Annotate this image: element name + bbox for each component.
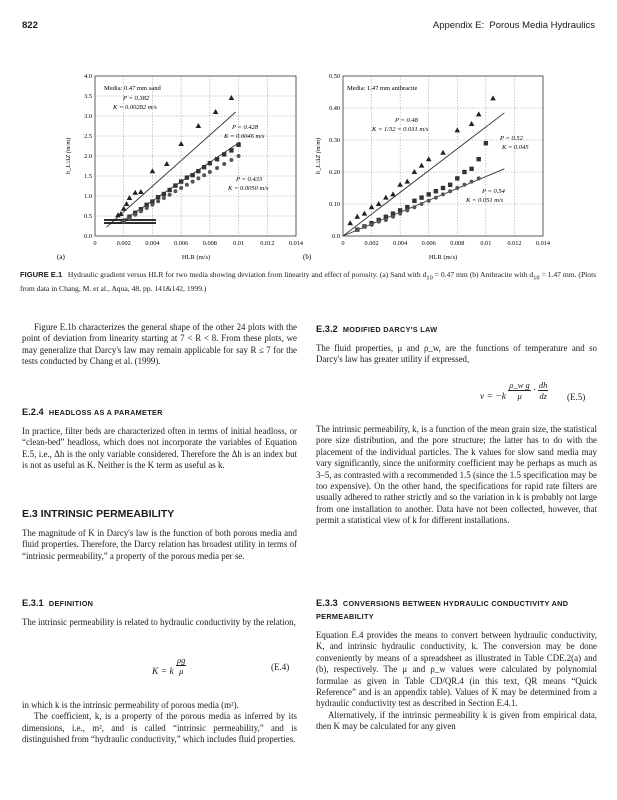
data-point-a-s2 [236, 143, 240, 147]
panel-b-tag: (b) [303, 253, 312, 261]
data-point-a-s3 [215, 166, 219, 170]
panel-a-label-mid-1: P = 0.428 [232, 124, 259, 131]
data-point-a-s2 [173, 183, 177, 187]
y-tick-label: 4.0 [84, 73, 92, 81]
data-point-b-s3 [441, 192, 445, 196]
x-tick-label: 0.012 [260, 240, 275, 247]
data-point-a-s1 [150, 168, 156, 173]
panel-b-label-low-2: K = 0.051 m/s [466, 197, 504, 204]
data-point-a-s1 [118, 211, 124, 216]
x-tick-label: 0.002 [364, 240, 379, 247]
y-tick-label: 2.5 [84, 133, 92, 141]
left-para-6: The coefficient, k, is a property of the porous media as inferred by its dimensions, i.e., m², and is called “intrinsic permeability,” and is distinguished from “hydraulic conductivity,” which includes fluid properties. [22, 711, 297, 745]
left-para-2-wrap [22, 426, 297, 472]
eq5-fraction-2 [538, 380, 549, 401]
data-point-a-s2 [179, 179, 183, 183]
data-point-b-s3 [477, 176, 481, 180]
x-tick-label: 0.004 [393, 240, 408, 247]
left-para-5: in which k is the intrinsic permeability of porous media (m²). [22, 700, 239, 710]
data-point-a-s3 [173, 189, 177, 193]
data-point-b-s1 [426, 156, 432, 161]
data-point-b-s3 [362, 224, 366, 228]
data-point-b-s3 [355, 228, 359, 232]
data-point-b-s1 [404, 179, 410, 184]
data-point-b-s1 [397, 182, 403, 187]
data-point-a-s3 [191, 180, 195, 184]
data-point-b-s3 [427, 199, 431, 203]
data-point-a-s2 [196, 169, 200, 173]
right-para-1-wrap [316, 343, 597, 366]
data-point-a-s3 [145, 206, 149, 210]
y-tick-label: 3.5 [84, 93, 92, 101]
panel-b-xlabel: HLR (m/s) [428, 254, 458, 261]
data-point-b-s3 [470, 180, 474, 184]
data-point-b-s1 [354, 214, 360, 219]
x-tick-label: 0.002 [116, 240, 131, 247]
heading-e33 [316, 597, 597, 623]
x-tick-label: 0.01 [233, 240, 245, 247]
right-para-4: Alternatively, if the intrinsic permeability k is given from empirical data, then K may be calculated for any given [316, 709, 597, 732]
y-tick-label: 0.0 [84, 233, 92, 241]
data-point-a-s3 [127, 216, 131, 220]
data-point-a-s1 [164, 161, 170, 166]
running-header-title: Porous Media Hydraulics [489, 20, 595, 31]
eq5-numerator-1: ρ_w g [509, 380, 530, 390]
chart-panel-a [57, 73, 304, 261]
data-point-b-s2 [455, 176, 459, 180]
caption-label: FIGURE E.1 [20, 270, 63, 279]
panel-a-xlabel: HLR (m/s) [181, 254, 211, 261]
data-point-b-s2 [448, 183, 452, 187]
data-point-a-s3 [179, 186, 183, 190]
data-point-a-s3 [122, 220, 126, 224]
x-tick-label: 0.008 [202, 240, 217, 247]
right-para-3-wrap [316, 630, 597, 733]
panel-b-label-mid-2: K = 1/32 = 0.031 m/s [372, 126, 429, 133]
eq4-denominator: μ [179, 666, 184, 676]
heading-e3: E.3 INTRINSIC PERMEABILITY [22, 508, 175, 520]
left-para-1: Figure E.1b characterizes the general shape of the other 24 plots with the point of deviation from linearity starting at 7 < R < 8. From these plots, we may generalize that Darcy's law may remain applicable for say R ≤ 7 for the tests conducted by Chang et al. (1999). [22, 322, 297, 367]
data-point-a-s3 [185, 183, 189, 187]
equation-e4 [152, 655, 186, 676]
panel-a-ylabel: h_L/ΔZ (m/m) [65, 137, 72, 175]
data-point-b-s2 [434, 189, 438, 193]
data-point-a-s3 [150, 203, 154, 207]
data-point-b-s2 [427, 192, 431, 196]
heading-e31-number: E.3.1 [22, 598, 44, 608]
left-para-3-wrap [22, 528, 297, 562]
heading-e31 [22, 598, 93, 608]
left-para-5-wrap [22, 700, 297, 746]
x-tick-label: 0 [93, 240, 97, 247]
data-point-a-s3 [222, 162, 226, 166]
y-tick-label: 0.10 [328, 201, 340, 209]
data-point-a-s1 [127, 195, 133, 200]
data-point-b-s2 [412, 199, 416, 203]
panel-b-label-right-2: K = 0.045 [502, 144, 529, 151]
data-point-a-s2 [185, 175, 189, 179]
figure-caption [20, 270, 597, 295]
left-para-4: The intrinsic permeability is related to hydraulic conductivity by the relation, [22, 617, 296, 627]
y-tick-label: 2.0 [84, 153, 92, 161]
data-point-b-s2 [462, 170, 466, 174]
equation-e5 [480, 380, 548, 401]
figure-e1 [0, 60, 617, 265]
eq4-fraction [176, 655, 186, 676]
data-point-a-s3 [196, 176, 200, 180]
data-point-b-s3 [370, 223, 374, 227]
data-point-a-s2 [208, 161, 212, 165]
data-point-b-s3 [412, 205, 416, 209]
data-point-b-s3 [434, 196, 438, 200]
left-para-3: The magnitude of K in Darcy's law is the function of both porous media and fluid properties. Therefore, the Darcy relation has broadest utility in terms of “intrinsic permeability,” a property of the porous media per se. [22, 528, 297, 561]
running-header-appendix: Appendix E: [432, 20, 485, 31]
marks-a [115, 95, 241, 224]
data-point-a-s1 [132, 190, 138, 195]
data-point-b-s1 [376, 201, 382, 206]
data-point-a-s1 [213, 109, 219, 114]
eq4-number: (E.4) [271, 662, 290, 672]
data-point-b-s1 [412, 169, 418, 174]
y-tick-label: 0.30 [328, 137, 340, 145]
heading-e33-number: E.3.3 [316, 598, 338, 608]
data-point-b-s1 [490, 95, 496, 100]
data-point-b-s3 [391, 215, 395, 219]
panel-b-ylabel: h_L/ΔZ (m/m) [315, 137, 322, 175]
data-point-a-s1 [229, 95, 235, 100]
data-point-a-s3 [202, 173, 206, 177]
x-tick-label: 0.006 [421, 240, 436, 247]
data-point-a-s2 [215, 157, 219, 161]
data-point-a-s1 [124, 201, 130, 206]
data-point-a-s3 [229, 158, 233, 162]
panel-b-label-low-1: P = 0.54 [482, 188, 505, 195]
grid-b [343, 76, 543, 236]
y-tick-label: 3.0 [84, 113, 92, 121]
panel-a-label-low-2: K = 0.0050 m/s [228, 185, 269, 192]
x-tick-label: 0 [341, 240, 345, 247]
y-tick-label: 0.50 [328, 73, 340, 81]
heading-e33-title: CONVERSIONS BETWEEN HYDRAULIC CONDUCTIVITY AND PERMEABILITY [316, 599, 569, 621]
data-point-a-s2 [156, 195, 160, 199]
data-point-a-s2 [229, 148, 233, 152]
x-tick-label: 0.012 [507, 240, 522, 247]
data-point-a-s1 [138, 189, 144, 194]
data-point-b-s2 [419, 195, 423, 199]
plot-frame-b [343, 76, 543, 236]
data-point-b-s1 [362, 211, 368, 216]
data-point-b-s3 [384, 218, 388, 222]
x-tick-label: 0.008 [450, 240, 465, 247]
caption-text-3: = 1.47 mm. (Plots from data in Chang, M. et al., Aqua, 48, pp. 141&142, 1999.) [20, 270, 597, 294]
caption-sub-2: 10 [533, 274, 540, 282]
data-point-a-s2 [190, 173, 194, 177]
data-point-a-s2 [222, 152, 226, 156]
right-para-2: The intrinsic permeability, k, is a function of the mean grain size, the statistical pore size distribution, and the pore structure; the latter has to do with the placement of the individual particles. The k values for slow sand media may vary significantly, since the uniformity coefficient may be perhaps as much as 3–5, as contrasted with a recommended 1.5 (since the 1.5 specification may be too expensive). On the other hand, the specifications for rapid rate filters are usually adhered to rather strictly and so the variation in k is probably not large from one installation to another. Data have not been collected, however, that permit a statistical view of k for different installations. [316, 424, 597, 526]
data-point-a-s3 [139, 209, 143, 213]
caption-text-1: Hydraulic gradient versus HLR for two media showing deviation from linearity and effect of porosity. (a) Sand with d [67, 270, 427, 279]
heading-e32-title: MODIFIED DARCY'S LAW [342, 325, 438, 334]
heading-e32-number: E.3.2 [316, 324, 338, 334]
data-point-b-s3 [455, 186, 459, 190]
panel-a-label-low-1: P = 0.433 [236, 176, 263, 183]
left-para-2: In practice, filter beds are characterized often in terms of initial headloss, or “clean-bed” headloss, which does not incorporate the variables of Equation E.5, i.e., Δh is the only variable considered. Therefore the Δh is an index but is not as useful as K. Neither is the K term as useful as k. [22, 426, 297, 471]
right-para-3: Equation E.4 provides the means to convert between hydraulic conductivity, K, and intrinsic hydraulic conductivity, k. The conversion may be done conveniently by means of a spreadsheet as illustrated in Table CDE.2(a) and (b), respectively. The μ and ρ_w values were calculated by polynomial formulae as given in Table CD/QR.4 (in this text, QR means “Quick Reference” and is an appendix table). Values of K may be determined from a hydraulic conductivity test as described in Section E.4.1. [316, 630, 597, 709]
panel-a-conductivity: K = 0.00282 m/s [113, 104, 157, 111]
y-tick-label: 1.0 [84, 193, 92, 201]
heading-e24-number: E.2.4 [22, 407, 44, 417]
data-point-b-s1 [469, 121, 475, 126]
x-tick-label: 0.014 [535, 240, 551, 247]
eq5-fraction-1 [508, 380, 530, 401]
data-point-b-s1 [440, 150, 446, 155]
data-point-a-s2 [167, 188, 171, 192]
page-number: 822 [22, 20, 38, 31]
caption-sub-1: 10 [426, 274, 433, 282]
data-point-b-s3 [377, 220, 381, 224]
left-column [22, 322, 297, 368]
data-point-a-s3 [162, 196, 166, 200]
x-tick-label: 0.014 [288, 240, 304, 247]
data-point-b-s3 [398, 212, 402, 216]
data-point-b-s1 [383, 195, 389, 200]
eq5-dot: · [533, 385, 536, 396]
data-point-a-s3 [168, 193, 172, 197]
data-point-a-s3 [208, 170, 212, 174]
data-point-a-s3 [237, 154, 241, 158]
data-point-b-s1 [347, 220, 353, 225]
data-point-b-s3 [448, 189, 452, 193]
data-point-b-s1 [419, 163, 425, 168]
y-tick-label: 0.0 [332, 233, 340, 241]
right-para-2-wrap [316, 424, 597, 527]
x-tick-label: 0.004 [145, 240, 160, 247]
panel-b-label-right-1: P = 0.52 [500, 135, 523, 142]
right-para-1: The fluid properties, μ and ρ_w, are the functions of temperature and so Darcy's law has greater utility if expressed, [316, 343, 597, 365]
data-point-b-s3 [405, 208, 409, 212]
data-point-b-s3 [462, 183, 466, 187]
caption-text-2: = 0.47 mm (b) Anthracite with d [432, 270, 534, 279]
heading-e32 [316, 324, 437, 334]
eq5-number: (E.5) [567, 392, 586, 402]
left-para-4-wrap [22, 617, 297, 628]
data-point-a-s3 [156, 199, 160, 203]
panel-a-media: Media: 0.47 mm sand [104, 85, 161, 92]
y-tick-label: 0.5 [84, 213, 92, 221]
panel-a-label-mid-2: K = 0.0046 m/s [224, 133, 265, 140]
data-point-b-s2 [441, 186, 445, 190]
panel-a-tag: (a) [57, 253, 65, 261]
data-point-b-s1 [390, 191, 396, 196]
running-header [433, 20, 595, 31]
eq5-denominator-1: μ [517, 391, 522, 401]
eq5-numerator-2: dh [538, 380, 548, 390]
marks-b [347, 95, 495, 231]
data-point-b-s2 [469, 167, 473, 171]
data-point-b-s2 [477, 157, 481, 161]
data-point-b-s3 [420, 202, 424, 206]
y-tick-label: 1.5 [84, 173, 92, 181]
heading-e24 [22, 407, 163, 417]
panel-a-porosity: P = 0.382 [123, 95, 150, 102]
data-point-b-s1 [476, 111, 482, 116]
eq5-lhs: v = −k [480, 391, 507, 402]
panel-b-media: Media: 1.47 mm anthracite [347, 85, 418, 92]
data-point-b-s1 [369, 204, 375, 209]
data-point-a-s1 [178, 141, 184, 146]
eq5-denominator-2: dz [539, 391, 547, 401]
chart-panel-b [303, 73, 551, 261]
y-tick-label: 0.20 [328, 169, 340, 177]
data-point-b-s2 [484, 141, 488, 145]
eq4-numerator: ρg [177, 655, 186, 665]
panel-b-label-mid-1: P = 0.48 [395, 117, 418, 124]
eq4-lhs: K = k [152, 666, 174, 677]
data-point-b-s1 [454, 127, 460, 132]
heading-e31-title: DEFINITION [48, 599, 94, 608]
data-point-a-s1 [121, 206, 127, 211]
data-point-a-s2 [202, 165, 206, 169]
heading-e24-title: HEADLOSS AS A PARAMETER [48, 408, 163, 417]
y-tick-label: 0.40 [328, 105, 340, 113]
x-tick-label: 0.006 [174, 240, 189, 247]
data-point-a-s1 [196, 123, 202, 128]
x-tick-label: 0.01 [480, 240, 492, 247]
data-point-a-s2 [162, 192, 166, 196]
data-point-a-s3 [133, 213, 137, 217]
ticks-a [84, 73, 304, 247]
